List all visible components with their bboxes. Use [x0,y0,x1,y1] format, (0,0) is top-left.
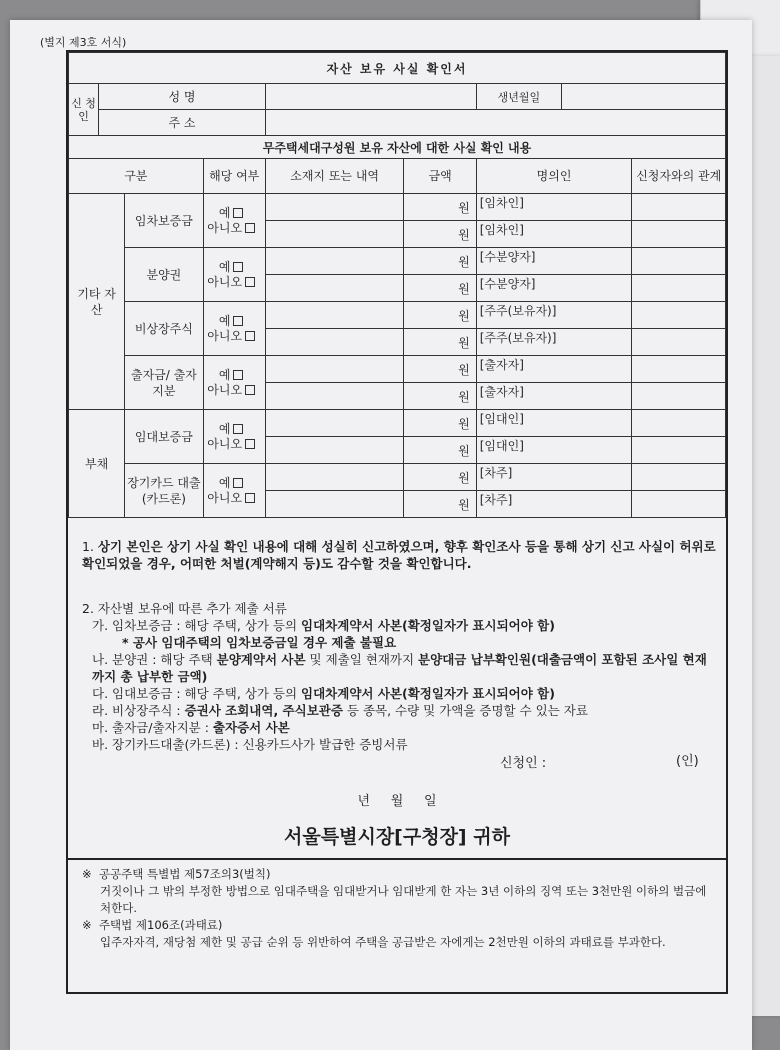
col-amount: 금액 [404,159,476,194]
yes-option[interactable]: 예 [204,260,259,275]
checkbox-icon[interactable] [233,316,243,326]
yes-option[interactable]: 예 [204,422,259,437]
item-label: 임차보증금 [125,194,203,248]
item-rows [69,194,726,518]
checkbox-icon[interactable] [233,208,243,218]
item-subrow [69,464,726,491]
col-applicable: 해당 여부 [203,159,265,194]
yes-option[interactable]: 예 [204,368,259,383]
relation-field[interactable] [632,275,726,302]
location-field[interactable] [265,410,404,437]
holder-field[interactable]: [수분양자] [476,275,632,302]
item-subrow [69,302,726,329]
note-1: ※ 공공주택 특별법 제57조의3(벌칙) [82,867,271,881]
section-title: 무주택세대구성원 보유 자산에 대한 사실 확인 내용 [69,136,726,159]
legal-notes [68,858,726,992]
relation-field[interactable] [632,437,726,464]
amount-field[interactable]: 원 [404,464,476,491]
holder-field[interactable]: [임대인] [476,437,632,464]
amount-field[interactable]: 원 [404,194,476,221]
holder-field[interactable]: [수분양자] [476,248,632,275]
relation-field[interactable] [632,356,726,383]
applicant-sign-label: 신청인 : [500,756,547,771]
birth-label: 생년월일 [476,84,561,110]
relation-field[interactable] [632,410,726,437]
amount-field[interactable]: 원 [404,410,476,437]
location-field[interactable] [265,437,404,464]
amount-field[interactable]: 원 [404,302,476,329]
yes-option[interactable]: 예 [204,314,259,329]
applicant-group-label: 신 청 인 [69,84,99,136]
name-label: 성 명 [99,84,266,110]
checkbox-icon[interactable] [233,370,243,380]
applicable-checkboxes [203,194,265,248]
item-label: 비상장주식 [125,302,203,356]
relation-field[interactable] [632,302,726,329]
note-1-title: 공공주택 특별법 제57조의3(벌칙) [98,867,271,881]
applicable-checkboxes [203,248,265,302]
relation-field[interactable] [632,221,726,248]
item-label: 분양권 [125,248,203,302]
checkbox-icon[interactable] [245,493,255,503]
checkbox-icon[interactable] [233,478,243,488]
relation-field[interactable] [632,383,726,410]
location-field[interactable] [265,356,404,383]
item-label: 출자금/ 출자지분 [125,356,203,410]
no-option[interactable]: 아니오 [204,329,259,344]
addressee: 서울특별시장[구청장] 귀하 [284,826,510,848]
declaration-1-number: 1. [82,539,94,554]
asset-table [68,52,726,518]
address-field[interactable] [265,110,725,136]
no-option[interactable]: 아니오 [204,221,259,236]
note-2-title: 주택법 제106조(과태료) [98,918,223,932]
item-subrow [69,356,726,383]
holder-field[interactable]: [주주(보유자)] [476,302,632,329]
checkbox-icon[interactable] [245,331,255,341]
doc-item-ga-note: * 공사 임대주택의 임차보증금일 경우 제출 불필요 [122,635,397,650]
doc-item-ra: 라. 비상장주식 : 증권사 조회내역, 주식보관증 등 종목, 수량 및 가액을 증명할 수 있는 자료 [92,703,588,718]
doc-item-ma: 마. 출자금/출자지분 : 출자증서 사본 [92,720,290,735]
amount-field[interactable]: 원 [404,356,476,383]
applicable-checkboxes [203,302,265,356]
holder-field[interactable]: [차주] [476,491,632,518]
amount-field[interactable]: 원 [404,329,476,356]
yes-option[interactable]: 예 [204,206,259,221]
amount-field[interactable]: 원 [404,383,476,410]
no-option[interactable]: 아니오 [204,275,259,290]
group-assets: 기타 자산 [69,194,125,410]
checkbox-icon[interactable] [233,424,243,434]
declaration-1 [82,538,716,572]
item-subrow [69,410,726,437]
applicable-checkboxes [203,464,265,518]
col-relation: 신청자와의 관계 [632,159,726,194]
date-line: 년 월 일 [357,794,437,809]
item-label: 임대보증금 [125,410,203,464]
doc-item-ba: 바. 장기카드대출(카드론) : 신용카드사가 발급한 증빙서류 [92,737,408,752]
document-title: 자산 보유 사실 확인서 [69,53,726,84]
holder-field[interactable]: [임대인] [476,410,632,437]
no-option[interactable]: 아니오 [204,383,259,398]
location-field[interactable] [265,248,404,275]
amount-field[interactable]: 원 [404,248,476,275]
doc-item-ga: 가. 임차보증금 : 해당 주택, 상가 등의 임대차계약서 사본(확정일자가 표시되어야 함) [92,618,555,633]
note-2-text: 입주자자격, 재당첨 제한 및 공급 순위 등 위반하여 주택을 공급받은 자에게는 2천만원 이하의 과태료를 부과한다. [100,935,666,949]
checkbox-icon[interactable] [245,223,255,233]
amount-field[interactable]: 원 [404,437,476,464]
checkbox-icon[interactable] [233,262,243,272]
checkbox-icon[interactable] [245,277,255,287]
holder-field[interactable]: [주주(보유자)] [476,329,632,356]
no-option[interactable]: 아니오 [204,437,259,452]
location-field[interactable] [265,275,404,302]
declaration-2-title: 2. 자산별 보유에 따른 추가 제출 서류 [82,601,287,616]
item-label: 장기카드 대출 (카드론) [125,464,203,518]
relation-field[interactable] [632,194,726,221]
relation-field[interactable] [632,464,726,491]
seal-mark[interactable]: (인) [676,754,699,769]
checkbox-icon[interactable] [245,385,255,395]
holder-field[interactable]: [출자자] [476,383,632,410]
declaration-1-text: 상기 본인은 상기 사실 확인 내용에 대해 성실히 신고하였으며, 향후 확인조사 등을 통해 상기 신고 사실이 허위로 확인되었을 경우, 어떠한 처벌(계약해지 등)도 감수할 것을 확인합니다. [82,539,716,571]
applicable-checkboxes [203,356,265,410]
no-option[interactable]: 아니오 [204,491,259,506]
location-field[interactable] [265,383,404,410]
amount-field[interactable]: 원 [404,275,476,302]
amount-field[interactable]: 원 [404,221,476,248]
col-holder: 명의인 [476,159,632,194]
doc-item-da: 다. 임대보증금 : 해당 주택, 상가 등의 임대차계약서 사본(확정일자가 표시되어야 함) [92,686,555,701]
col-location: 소재지 또는 내역 [265,159,404,194]
col-category: 구분 [69,159,204,194]
yes-option[interactable]: 예 [204,476,259,491]
birth-field[interactable] [562,84,726,110]
item-subrow [69,194,726,221]
name-field[interactable] [265,84,476,110]
holder-field[interactable]: [차주] [476,464,632,491]
declaration-2 [82,600,716,753]
relation-field[interactable] [632,491,726,518]
checkbox-icon[interactable] [245,439,255,449]
note-2: ※ 주택법 제106조(과태료) [82,918,223,932]
doc-item-na: 나. 분양권 : 해당 주택 분양계약서 사본 및 제출일 현재까지 분양대금 납부확인원(대출금액이 포함된 조사일 현재까지 총 납부한 금액) [92,652,707,684]
location-field[interactable] [265,464,404,491]
location-field[interactable] [265,491,404,518]
location-field[interactable] [265,302,404,329]
relation-field[interactable] [632,329,726,356]
location-field[interactable] [265,329,404,356]
form-number: (별지 제3호 서식) [40,36,127,49]
form-frame [66,50,728,994]
applicable-checkboxes [203,410,265,464]
holder-field[interactable]: [임차인] [476,221,632,248]
holder-field[interactable]: [출자자] [476,356,632,383]
location-field[interactable] [265,221,404,248]
amount-field[interactable]: 원 [404,491,476,518]
address-label: 주 소 [99,110,266,136]
location-field[interactable] [265,194,404,221]
holder-field[interactable]: [임차인] [476,194,632,221]
item-subrow [69,248,726,275]
relation-field[interactable] [632,248,726,275]
note-1-text: 거짓이나 그 밖의 부정한 방법으로 임대주택을 임대받거나 임대받게 한 자는 3년 이하의 징역 또는 3천만원 이하의 벌금에 처한다. [100,884,707,915]
group-liabilities: 부채 [69,410,125,518]
